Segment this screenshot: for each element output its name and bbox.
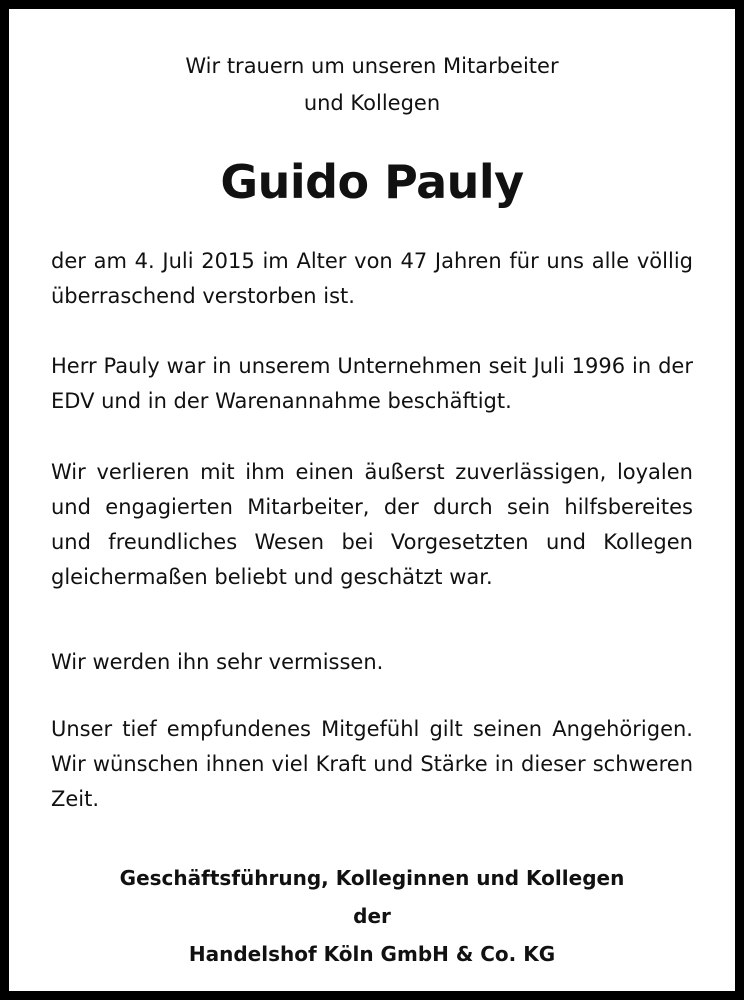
paragraph-tribute: Wir verlieren mit ihm einen äußerst zuverlässigen, loyalen und engagierten Mitarbeiter, der durch sein hilfsbereites und freundliches Wesen bei Vorgesetzten und Kollegen gleichermaßen beliebt und geschätzt war. <box>51 460 693 589</box>
paragraph-missed: Wir werden ihn sehr vermissen. <box>51 650 384 674</box>
deceased-name: Guido Pauly <box>220 155 524 209</box>
signature-line-2: der <box>353 904 391 928</box>
paragraph-condolences: Unser tief empfundenes Mitgefühl gilt seinen Angehörigen. Wir wünschen ihnen viel Kraft und Stärke in dieser schweren Zeit. <box>51 717 693 811</box>
signature-company: Handelshof Köln GmbH & Co. KG <box>188 942 556 966</box>
intro-line-1: Wir trauern um unseren Mitarbeiter <box>185 54 559 78</box>
intro-line-2: und Kollegen <box>303 91 441 115</box>
paragraph-employment: Herr Pauly war in unserem Unternehmen seit Juli 1996 in der EDV und in der Warenannahme beschäftigt. <box>51 354 693 413</box>
signature-block <box>9 859 735 973</box>
signature-line-1: Geschäftsführung, Kolleginnen und Kollegen <box>119 866 625 890</box>
paragraph-death-date: der am 4. Juli 2015 im Alter von 47 Jahren für uns alle völlig überraschend verstorben ist. <box>51 249 693 308</box>
intro-text <box>9 48 735 122</box>
